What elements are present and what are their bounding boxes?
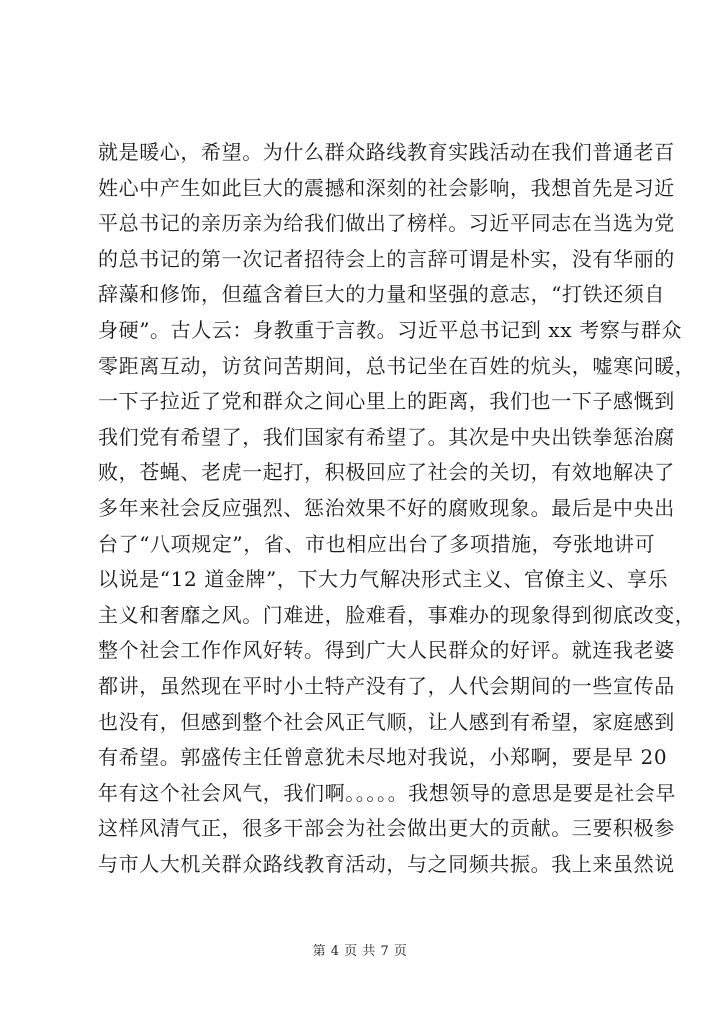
- text-line: 有希望。郭盛传主任曾意犹未尽地对我说，小郑啊，要是早 20: [98, 745, 668, 770]
- text-line: 零距离互动，访贫问苦期间，总书记坐在百姓的炕头，嘘寒问暖，: [98, 353, 696, 378]
- text-line: 主义和奢靡之风。门难进，脸难看，事难办的现象得到彻底改变，: [98, 602, 696, 627]
- text-line: 一下子拉近了党和群众之间心里上的距离，我们也一下子感慨到: [98, 389, 675, 414]
- text-line: 整个社会工作作风好转。得到广大人民群众的好评。就连我老婆: [98, 638, 675, 663]
- text-line: 败，苍蝇、老虎一起打，积极回应了社会的关切，有效地解决了: [98, 460, 675, 485]
- text-line: 我们党有希望了，我们国家有希望了。其次是中央出铁拳惩治腐: [98, 424, 675, 449]
- page-footer: 第 4 页 共 7 页: [312, 944, 408, 959]
- text-line: 这样风清气正，很多干部会为社会做出更大的贡献。三要积极参: [98, 816, 675, 841]
- text-line: 与市人大机关群众路线教育活动，与之同频共振。我上来虽然说: [98, 851, 675, 876]
- text-line: 都讲，虽然现在平时小土特产没有了，人代会期间的一些宣传品: [98, 673, 675, 698]
- text-line: 年有这个社会风气，我们啊。。。。。我想领导的意思是要是社会早: [98, 780, 676, 805]
- text-line: 台了“八项规定”，省、市也相应出台了多项措施，夸张地讲可: [98, 531, 656, 556]
- text-line: 就是暖心，希望。为什么群众路线教育实践活动在我们普通老百: [98, 140, 675, 164]
- text-line: 以说是“12 道金牌”，下大力气解决形式主义、官僚主义、享乐: [98, 567, 669, 592]
- text-line: 平总书记的亲历亲为给我们做出了榜样。习近平同志在当选为党: [98, 211, 675, 236]
- body-text: [98, 135, 696, 882]
- text-line: 多年来社会反应强烈、惩治效果不好的腐败现象。最后是中央出: [98, 495, 675, 520]
- text-line: 身硬”。古人云：身教重于言教。习近平总书记到 xx 考察与群众: [98, 317, 683, 342]
- text-line: 的总书记的第一次记者招待会上的言辞可谓是朴实，没有华丽的: [98, 246, 675, 271]
- text-line: 也没有，但感到整个社会风正气顺，让人感到有希望，家庭感到: [98, 709, 675, 734]
- text-line: 辞藻和修饰，但蕴含着巨大的力量和坚强的意志，“打铁还须自: [98, 282, 666, 307]
- text-line: 姓心中产生如此巨大的震撼和深刻的社会影响，我想首先是习近: [98, 175, 675, 200]
